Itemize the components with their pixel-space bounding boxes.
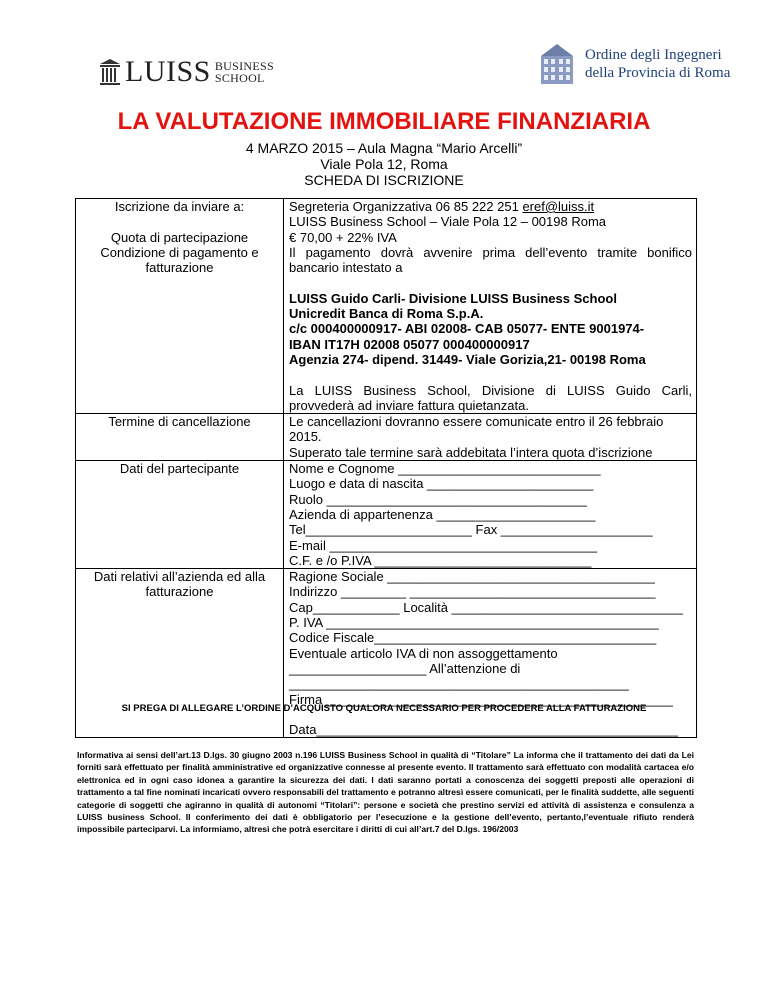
cancellation-cell (284, 414, 697, 461)
label-termine: Termine di cancellazione (108, 414, 251, 430)
info-column-top (284, 199, 697, 414)
field-cf-piva[interactable]: C.F. e /o P.IVA ______________________________ (289, 552, 592, 568)
field-codice-fiscale[interactable]: Codice Fiscale_______________________________________ (289, 630, 657, 646)
page-title: LA VALUTAZIONE IMMOBILIARE FINANZIARIA (117, 108, 651, 135)
price: € 70,00 + 22% IVA (289, 229, 397, 245)
temple-icon (99, 58, 121, 86)
ordine-text (585, 46, 730, 82)
segreteria-line (289, 199, 692, 214)
luiss-business-school-logo (99, 56, 274, 88)
label-condizione: Condizione di pagamento e fatturazione (100, 244, 259, 276)
business-school-wordmark (215, 60, 274, 84)
event-address: Viale Pola 12, Roma (320, 156, 448, 172)
school-word: SCHOOL (214, 71, 265, 85)
field-indirizzo[interactable]: Indirizzo _________ __________________________________ (289, 584, 656, 600)
bank-line-3: c/c 000400000917- ABI 02008- CAB 05077- ENTE 9001974- (289, 321, 645, 337)
segreteria-text: Segreteria Organizzativa 06 85 222 251 (289, 199, 523, 214)
ordine-line-1: Ordine degli Ingegneri (585, 47, 722, 63)
purchase-order-notice: SI PREGA DI ALLEGARE L’ORDINE D’ACQUISTO QUALORA NECESSARIO PER PROCEDERE ALLA FATTURAZIONE (121, 703, 647, 714)
participant-fields (284, 461, 697, 569)
field-azienda[interactable]: Azienda di appartenenza ______________________ (289, 506, 596, 522)
registration-table (75, 198, 697, 738)
label-partecipante: Dati del partecipante (119, 461, 240, 477)
field-nascita[interactable]: Luogo e data di nascita _______________________ (289, 476, 594, 492)
bank-line-2: Unicredit Banca di Roma S.p.A. (289, 306, 484, 322)
luiss-wordmark: LUISS (125, 55, 211, 88)
form-name: SCHEDA DI ISCRIZIONE (304, 172, 464, 188)
bank-line-1: LUISS Guido Carli- Divisione LUISS Business School (289, 290, 617, 306)
bank-line-5: Agenzia 274- dipend. 31449- Viale Gorizia,21- 00198 Roma (289, 351, 646, 367)
business-word: BUSINESS (214, 59, 274, 73)
field-piva[interactable]: P. IVA ______________________________________________ (289, 615, 659, 631)
bank-line-4: IBAN IT17H 02008 05077 000400000917 (289, 336, 530, 352)
invoice-line-1: La LUISS Business School, Divisione di LUISS Guido Carli, (289, 382, 692, 398)
field-articolo-iva[interactable]: ___________________ All’attenzione di (289, 660, 521, 676)
privacy-notice: Informativa ai sensi dell’art.13 D.lgs. 30 giugno 2003 n.196 LUISS Business School in qualità di “Titolare” La informa che il trattamento dei dati da Lei forniti sarà effettuato per finalità amministrative ed organizzative connesse al presente evento. Il trattamento sarà effettuato con modalità cartacea e/o elettronica ed in ogni caso idonea a garantire la sicurezza dei dati. I dati saranno portati a conoscenza dei soggetti preposti alle operazioni di trattamento a tal fine nominati incaricati ovvero responsabili del trattamento e potranno altresì essere comunicati, per le finalità suddette, alle seguenti categorie di soggetti che agiranno in qualità di autonomi “Titolari”: persone e società che prestino servizi ed attività di assistenza e consulenza a LUISS business School. Il conferimento dei dati è obbligatorio per l’esecuzione e la gestione dell’evento, pertanto,l’eventuale rifiuto renderà impossibile parteciparvi. La informiamo, altresì che potrà esercitare i diritti di cui all’art.7 del D.lgs. 196/2003 (77, 750, 694, 835)
cancel-line-1: Le cancellazioni dovranno essere comunicate entro il 26 febbraio 2015. (289, 414, 664, 445)
payment-line-1: Il pagamento dovrà avvenire prima dell’evento tramite bonifico (289, 244, 692, 260)
email-link[interactable]: eref@luiss.it (522, 199, 595, 214)
label-termine-cell (76, 414, 284, 461)
field-attenzione[interactable]: _______________________________________________ (289, 676, 629, 692)
labels-column-top (76, 199, 284, 414)
invoice-line-2: provvederà ad inviare fattura quietanzata. (289, 397, 529, 413)
field-nome[interactable]: Nome e Cognome ____________________________ (289, 461, 601, 477)
label-iscrizione: Iscrizione da inviare a: (114, 199, 245, 214)
field-cap-localita[interactable]: Cap____________ Località ________________________________ (289, 599, 683, 615)
ordine-ingegneri-logo (537, 42, 730, 86)
field-tel-fax[interactable]: Tel_______________________ Fax _____________________ (289, 522, 653, 538)
event-date-place: 4 MARZO 2015 – Aula Magna “Mario Arcelli” (245, 140, 523, 156)
field-ragione-sociale[interactable]: Ragione Sociale _____________________________________ (289, 569, 655, 585)
building-icon (537, 42, 577, 86)
payment-line-2: bancario intestato a (289, 260, 403, 276)
cancel-line-2: Superato tale termine sarà addebitata l’intera quota d’iscrizione (289, 444, 653, 460)
label-partecipante-cell (76, 461, 284, 569)
label-azienda: Dati relativi all’azienda ed alla fatturazione (93, 569, 266, 600)
field-firma[interactable]: Firma ________________________________________________ (289, 691, 673, 707)
field-email[interactable]: E-mail _____________________________________ (289, 537, 597, 553)
field-data[interactable]: Data__________________________________________________ (289, 722, 678, 738)
school-address: LUISS Business School – Viale Pola 12 – 00198 Roma (289, 214, 607, 230)
field-articolo-iva-label: Eventuale articolo IVA di non assoggettamento (289, 645, 558, 661)
field-ruolo[interactable]: Ruolo ____________________________________ (289, 491, 587, 507)
label-quota: Quota di partecipazione (110, 229, 249, 245)
ordine-line-2: della Provincia di Roma (585, 65, 731, 81)
